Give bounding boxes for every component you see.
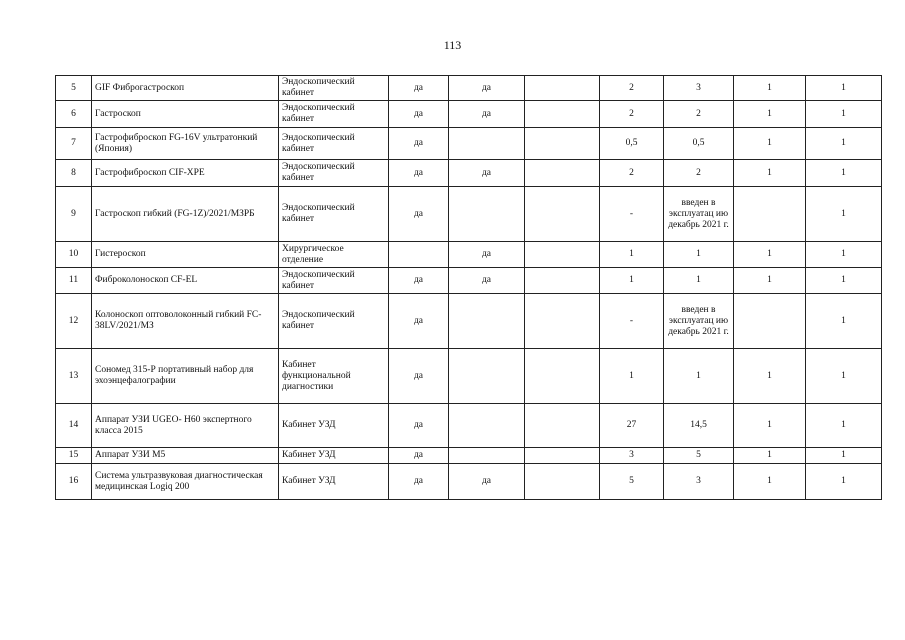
row-number-cell: 7 xyxy=(56,128,92,160)
col8-cell: 27 xyxy=(600,404,664,448)
equipment-name-cell: Сономед 315-Р портативный набор для эхоэнцефалографии xyxy=(92,349,279,404)
row-number-cell: 6 xyxy=(56,101,92,128)
row-number-cell: 8 xyxy=(56,160,92,187)
col8-cell: - xyxy=(600,187,664,242)
equipment-name-cell: GIF Фиброгастроскоп xyxy=(92,76,279,101)
col9-cell: 0,5 xyxy=(664,128,734,160)
col8-cell: 2 xyxy=(600,101,664,128)
col7-cell xyxy=(525,464,600,500)
equipment-table xyxy=(55,75,882,500)
col7-cell xyxy=(525,242,600,268)
col9-cell: 3 xyxy=(664,464,734,500)
location-cell: Хирургическое отделение xyxy=(279,242,389,268)
col5-cell: да xyxy=(389,101,449,128)
row-number-cell: 16 xyxy=(56,464,92,500)
col9-cell: 14,5 xyxy=(664,404,734,448)
col6-cell xyxy=(449,404,525,448)
col7-cell xyxy=(525,448,600,464)
equipment-name-cell: Аппарат УЗИ М5 xyxy=(92,448,279,464)
location-cell: Кабинет функциональной диагностики xyxy=(279,349,389,404)
table-row xyxy=(56,294,882,349)
col5-cell: да xyxy=(389,128,449,160)
col9-cell: 5 xyxy=(664,448,734,464)
col6-cell: да xyxy=(449,464,525,500)
equipment-name-cell: Гастроскоп xyxy=(92,101,279,128)
col9-cell: 1 xyxy=(664,268,734,294)
col10-cell xyxy=(734,294,806,349)
row-number-cell: 14 xyxy=(56,404,92,448)
col11-cell: 1 xyxy=(806,242,882,268)
col7-cell xyxy=(525,187,600,242)
col7-cell xyxy=(525,128,600,160)
col6-cell xyxy=(449,448,525,464)
row-number-cell: 11 xyxy=(56,268,92,294)
col9-cell: введен в эксплуатац ию декабрь 2021 г. xyxy=(664,187,734,242)
col11-cell: 1 xyxy=(806,404,882,448)
col11-cell: 1 xyxy=(806,128,882,160)
location-cell: Эндоскопический кабинет xyxy=(279,128,389,160)
table-row xyxy=(56,101,882,128)
location-cell: Эндоскопический кабинет xyxy=(279,160,389,187)
col10-cell: 1 xyxy=(734,448,806,464)
table-row xyxy=(56,128,882,160)
col5-cell: да xyxy=(389,294,449,349)
col5-cell: да xyxy=(389,448,449,464)
table-body xyxy=(56,76,882,500)
col11-cell: 1 xyxy=(806,101,882,128)
equipment-name-cell: Гистероскоп xyxy=(92,242,279,268)
col11-cell: 1 xyxy=(806,268,882,294)
equipment-name-cell: Гастрофиброскоп FG-16V ультратонкий (Япония) xyxy=(92,128,279,160)
col5-cell: да xyxy=(389,187,449,242)
col6-cell: да xyxy=(449,268,525,294)
col10-cell: 1 xyxy=(734,242,806,268)
location-cell: Кабинет УЗД xyxy=(279,448,389,464)
col7-cell xyxy=(525,268,600,294)
col8-cell: 5 xyxy=(600,464,664,500)
col11-cell: 1 xyxy=(806,76,882,101)
table-row xyxy=(56,404,882,448)
col5-cell: да xyxy=(389,404,449,448)
col6-cell xyxy=(449,349,525,404)
col6-cell xyxy=(449,128,525,160)
row-number-cell: 10 xyxy=(56,242,92,268)
row-number-cell: 12 xyxy=(56,294,92,349)
location-cell: Эндоскопический кабинет xyxy=(279,268,389,294)
col11-cell: 1 xyxy=(806,294,882,349)
col7-cell xyxy=(525,404,600,448)
col8-cell: - xyxy=(600,294,664,349)
col8-cell: 0,5 xyxy=(600,128,664,160)
col6-cell: да xyxy=(449,242,525,268)
col10-cell: 1 xyxy=(734,404,806,448)
location-cell: Кабинет УЗД xyxy=(279,404,389,448)
col9-cell: 2 xyxy=(664,160,734,187)
col11-cell: 1 xyxy=(806,160,882,187)
col10-cell: 1 xyxy=(734,160,806,187)
col6-cell: да xyxy=(449,160,525,187)
table-row xyxy=(56,268,882,294)
col5-cell: да xyxy=(389,160,449,187)
row-number-cell: 15 xyxy=(56,448,92,464)
col10-cell: 1 xyxy=(734,464,806,500)
col8-cell: 1 xyxy=(600,242,664,268)
table-row xyxy=(56,349,882,404)
location-cell: Эндоскопический кабинет xyxy=(279,101,389,128)
col5-cell: да xyxy=(389,349,449,404)
col10-cell: 1 xyxy=(734,128,806,160)
equipment-name-cell: Аппарат УЗИ UGEO- H60 экспертного класса 2015 xyxy=(92,404,279,448)
col11-cell: 1 xyxy=(806,464,882,500)
table-row xyxy=(56,160,882,187)
col11-cell: 1 xyxy=(806,448,882,464)
row-number-cell: 13 xyxy=(56,349,92,404)
col6-cell: да xyxy=(449,101,525,128)
page-number: 113 xyxy=(443,38,462,52)
row-number-cell: 9 xyxy=(56,187,92,242)
equipment-name-cell: Система ультразвуковая диагностическая медицинская Logiq 200 xyxy=(92,464,279,500)
col9-cell: 1 xyxy=(664,242,734,268)
location-cell: Эндоскопический кабинет xyxy=(279,76,389,101)
col10-cell: 1 xyxy=(734,76,806,101)
col5-cell: да xyxy=(389,76,449,101)
table-row xyxy=(56,464,882,500)
equipment-name-cell: Фиброколоноскоп CF-EL xyxy=(92,268,279,294)
equipment-name-cell: Гастрофиброскоп CIF-XPE xyxy=(92,160,279,187)
col6-cell: да xyxy=(449,76,525,101)
col11-cell: 1 xyxy=(806,349,882,404)
col8-cell: 2 xyxy=(600,160,664,187)
col10-cell: 1 xyxy=(734,101,806,128)
location-cell: Эндоскопический кабинет xyxy=(279,294,389,349)
col5-cell xyxy=(389,242,449,268)
col7-cell xyxy=(525,349,600,404)
col8-cell: 3 xyxy=(600,448,664,464)
col7-cell xyxy=(525,294,600,349)
col9-cell: 2 xyxy=(664,101,734,128)
col9-cell: 3 xyxy=(664,76,734,101)
table-row xyxy=(56,187,882,242)
col6-cell xyxy=(449,294,525,349)
col9-cell: введен в эксплуатац ию декабрь 2021 г. xyxy=(664,294,734,349)
col5-cell: да xyxy=(389,464,449,500)
equipment-name-cell: Гастроскоп гибкий (FG-1Z)/2021/МЗРБ xyxy=(92,187,279,242)
col10-cell: 1 xyxy=(734,268,806,294)
col8-cell: 2 xyxy=(600,76,664,101)
col10-cell: 1 xyxy=(734,349,806,404)
col11-cell: 1 xyxy=(806,187,882,242)
col9-cell: 1 xyxy=(664,349,734,404)
location-cell: Кабинет УЗД xyxy=(279,464,389,500)
row-number-cell: 5 xyxy=(56,76,92,101)
col8-cell: 1 xyxy=(600,268,664,294)
equipment-name-cell: Колоноскоп оптоволоконный гибкий FC-38LV/2021/МЗ xyxy=(92,294,279,349)
col10-cell xyxy=(734,187,806,242)
col7-cell xyxy=(525,76,600,101)
col7-cell xyxy=(525,160,600,187)
table-row xyxy=(56,242,882,268)
col8-cell: 1 xyxy=(600,349,664,404)
location-cell: Эндоскопический кабинет xyxy=(279,187,389,242)
col6-cell xyxy=(449,187,525,242)
table-row xyxy=(56,448,882,464)
col5-cell: да xyxy=(389,268,449,294)
table-row xyxy=(56,76,882,101)
col7-cell xyxy=(525,101,600,128)
